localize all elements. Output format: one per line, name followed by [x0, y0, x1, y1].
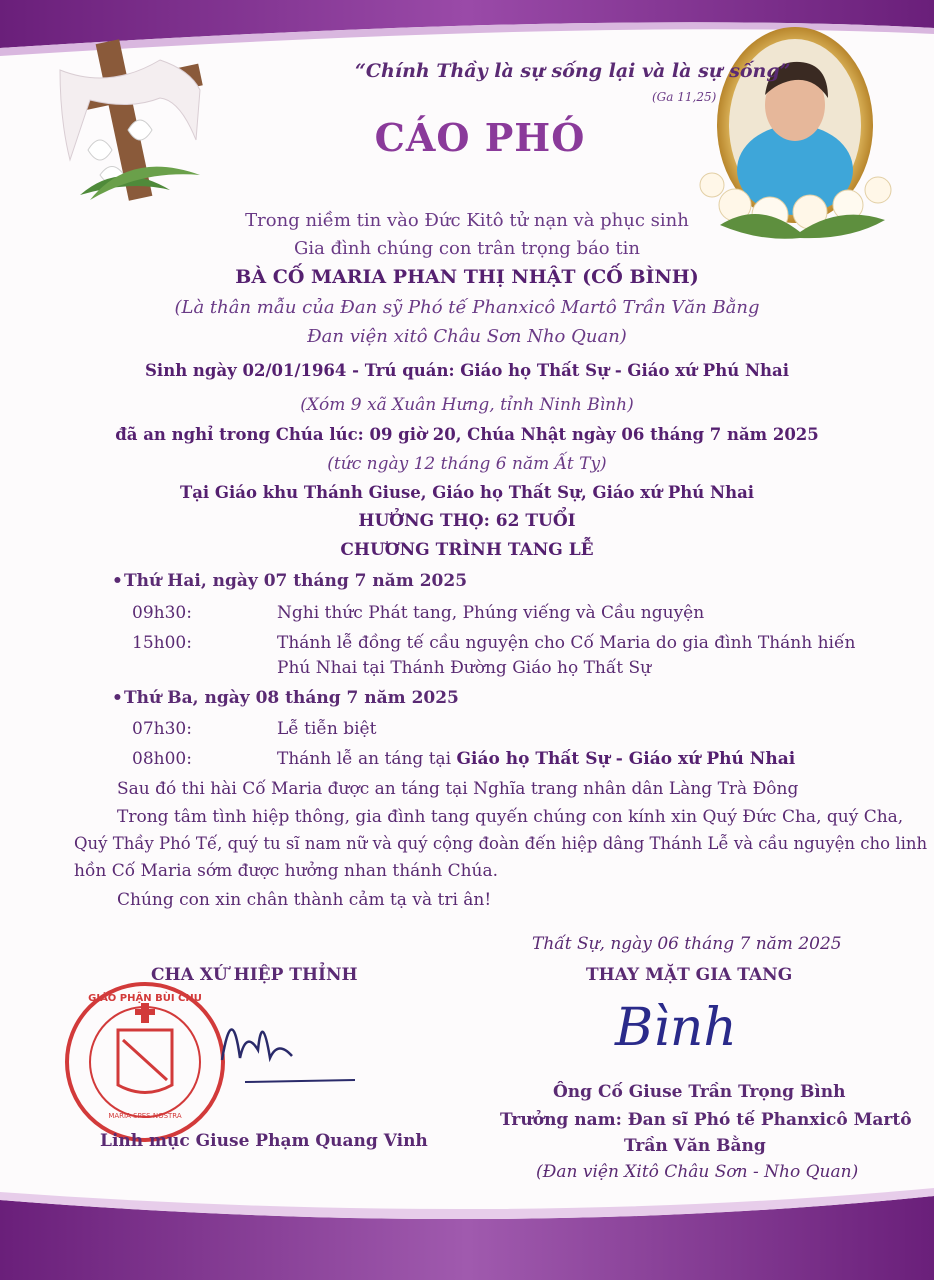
day2-text-2: [277, 749, 795, 769]
intro-line-2: Gia đình chúng con trân trọng báo tin: [294, 238, 640, 259]
priest-signature: [222, 1029, 292, 1060]
day1-time-1: 09h30:: [132, 603, 192, 623]
day1-label: Thứ Hai, ngày 07 tháng 7 năm 2025: [124, 571, 468, 591]
closing-line-2: Quý Thầy Phó Tế, quý tu sĩ nam nữ và quý cộng đoàn đến hiệp dâng Thánh Lễ và cầu nguyện cho linh: [74, 834, 928, 853]
relation-line-1: (Là thân mẫu của Đan sỹ Phó tế Phanxicô Martô Trần Văn Bằng: [174, 297, 760, 318]
day1-text-2b: Phú Nhai tại Thánh Đường Giáo họ Thất Sự: [277, 658, 652, 678]
right-signer-role-3: (Đan viện Xitô Châu Sơn - Nho Quan): [536, 1162, 859, 1182]
day1-text-1: Nghi thức Phát tang, Phúng viếng và Cầu nguyện: [277, 603, 705, 623]
burial-note: Sau đó thi hài Cố Maria được an táng tại Nghĩa trang nhân dân Làng Trà Đông: [117, 779, 799, 799]
svg-text:MARIA SPES NOSTRA: MARIA SPES NOSTRA: [108, 1112, 182, 1120]
day2-bullet: •: [112, 688, 123, 708]
left-signer-name: Linh mục Giuse Phạm Quang Vinh: [100, 1131, 428, 1151]
relation-line-2: Đan viện xitô Châu Sơn Nho Quan): [307, 326, 627, 347]
left-signer-title: CHA XỨ HIỆP THỈNH: [151, 965, 358, 985]
cross-lily-illustration: [60, 39, 203, 200]
svg-text:GIÁO PHẬN BÙI CHU: GIÁO PHẬN BÙI CHU: [88, 993, 202, 1004]
right-signer-role-1: Trưởng nam: Đan sĩ Phó tế Phanxicô Martô: [500, 1110, 912, 1130]
day2-text-2-normal: Thánh lễ an táng tại: [277, 749, 457, 769]
closing-line-1: Trong tâm tình hiệp thông, gia đình tang quyến chúng con kính xin Quý Đức Cha, quý Cha,: [117, 807, 904, 827]
day1-text-2: Thánh lễ đồng tế cầu nguyện cho Cố Maria do gia đình Thánh hiến: [277, 633, 856, 653]
address: (Xóm 9 xã Xuân Hưng, tỉnh Ninh Bình): [300, 395, 634, 415]
birth-residence: Sinh ngày 02/01/1964 - Trú quán: Giáo họ Thất Sự - Giáo xứ Phú Nhai: [145, 361, 789, 380]
thanks-line: Chúng con xin chân thành cảm tạ và tri ân!: [117, 890, 492, 910]
day2-time-2: 08h00:: [132, 749, 192, 769]
death-notice: đã an nghỉ trong Chúa lúc: 09 giờ 20, Chúa Nhật ngày 06 tháng 7 năm 2025: [115, 425, 819, 444]
portrait-frame: [700, 27, 891, 239]
age: HƯỞNG THỌ: 62 TUỔI: [358, 511, 576, 531]
day1-bullet: •: [112, 571, 123, 591]
right-signer-name: Ông Cố Giuse Trần Trọng Bình: [553, 1082, 846, 1102]
scripture-reference: (Ga 11,25): [652, 90, 717, 104]
right-signer-role-2: Trần Văn Bằng: [624, 1136, 766, 1156]
day2-text-2-bold: Giáo họ Thất Sự - Giáo xứ Phú Nhai: [456, 749, 796, 769]
day2-text-1: Lễ tiễn biệt: [277, 719, 377, 739]
family-signature: Bình: [615, 998, 737, 1058]
closing-line-3: hồn Cố Maria sớm được hưởng nhan thánh Chúa.: [74, 861, 499, 881]
day1-time-2: 15h00:: [132, 633, 192, 653]
lunar-date: (tức ngày 12 tháng 6 năm Ất Tỵ): [327, 454, 607, 474]
scripture-quote: “Chính Thầy là sự sống lại và là sự sống”: [355, 60, 791, 82]
page-title: CÁO PHÓ: [374, 115, 586, 160]
day2-label: Thứ Ba, ngày 08 tháng 7 năm 2025: [124, 688, 459, 708]
intro-line-1: Trong niềm tin vào Đức Kitô tử nạn và phục sinh: [245, 210, 689, 231]
day2-time-1: 07h30:: [132, 719, 192, 739]
right-signer-title: THAY MẶT GIA TANG: [586, 965, 793, 985]
program-title: CHƯƠNG TRÌNH TANG LỄ: [340, 540, 594, 560]
parish-seal: [67, 984, 223, 1140]
death-place: Tại Giáo khu Thánh Giuse, Giáo họ Thất Sự, Giáo xứ Phú Nhai: [179, 483, 755, 502]
signing-date: Thất Sự, ngày 06 tháng 7 năm 2025: [532, 934, 842, 954]
deceased-name: BÀ CỐ MARIA PHAN THỊ NHẬT (CỐ BÌNH): [235, 266, 699, 288]
